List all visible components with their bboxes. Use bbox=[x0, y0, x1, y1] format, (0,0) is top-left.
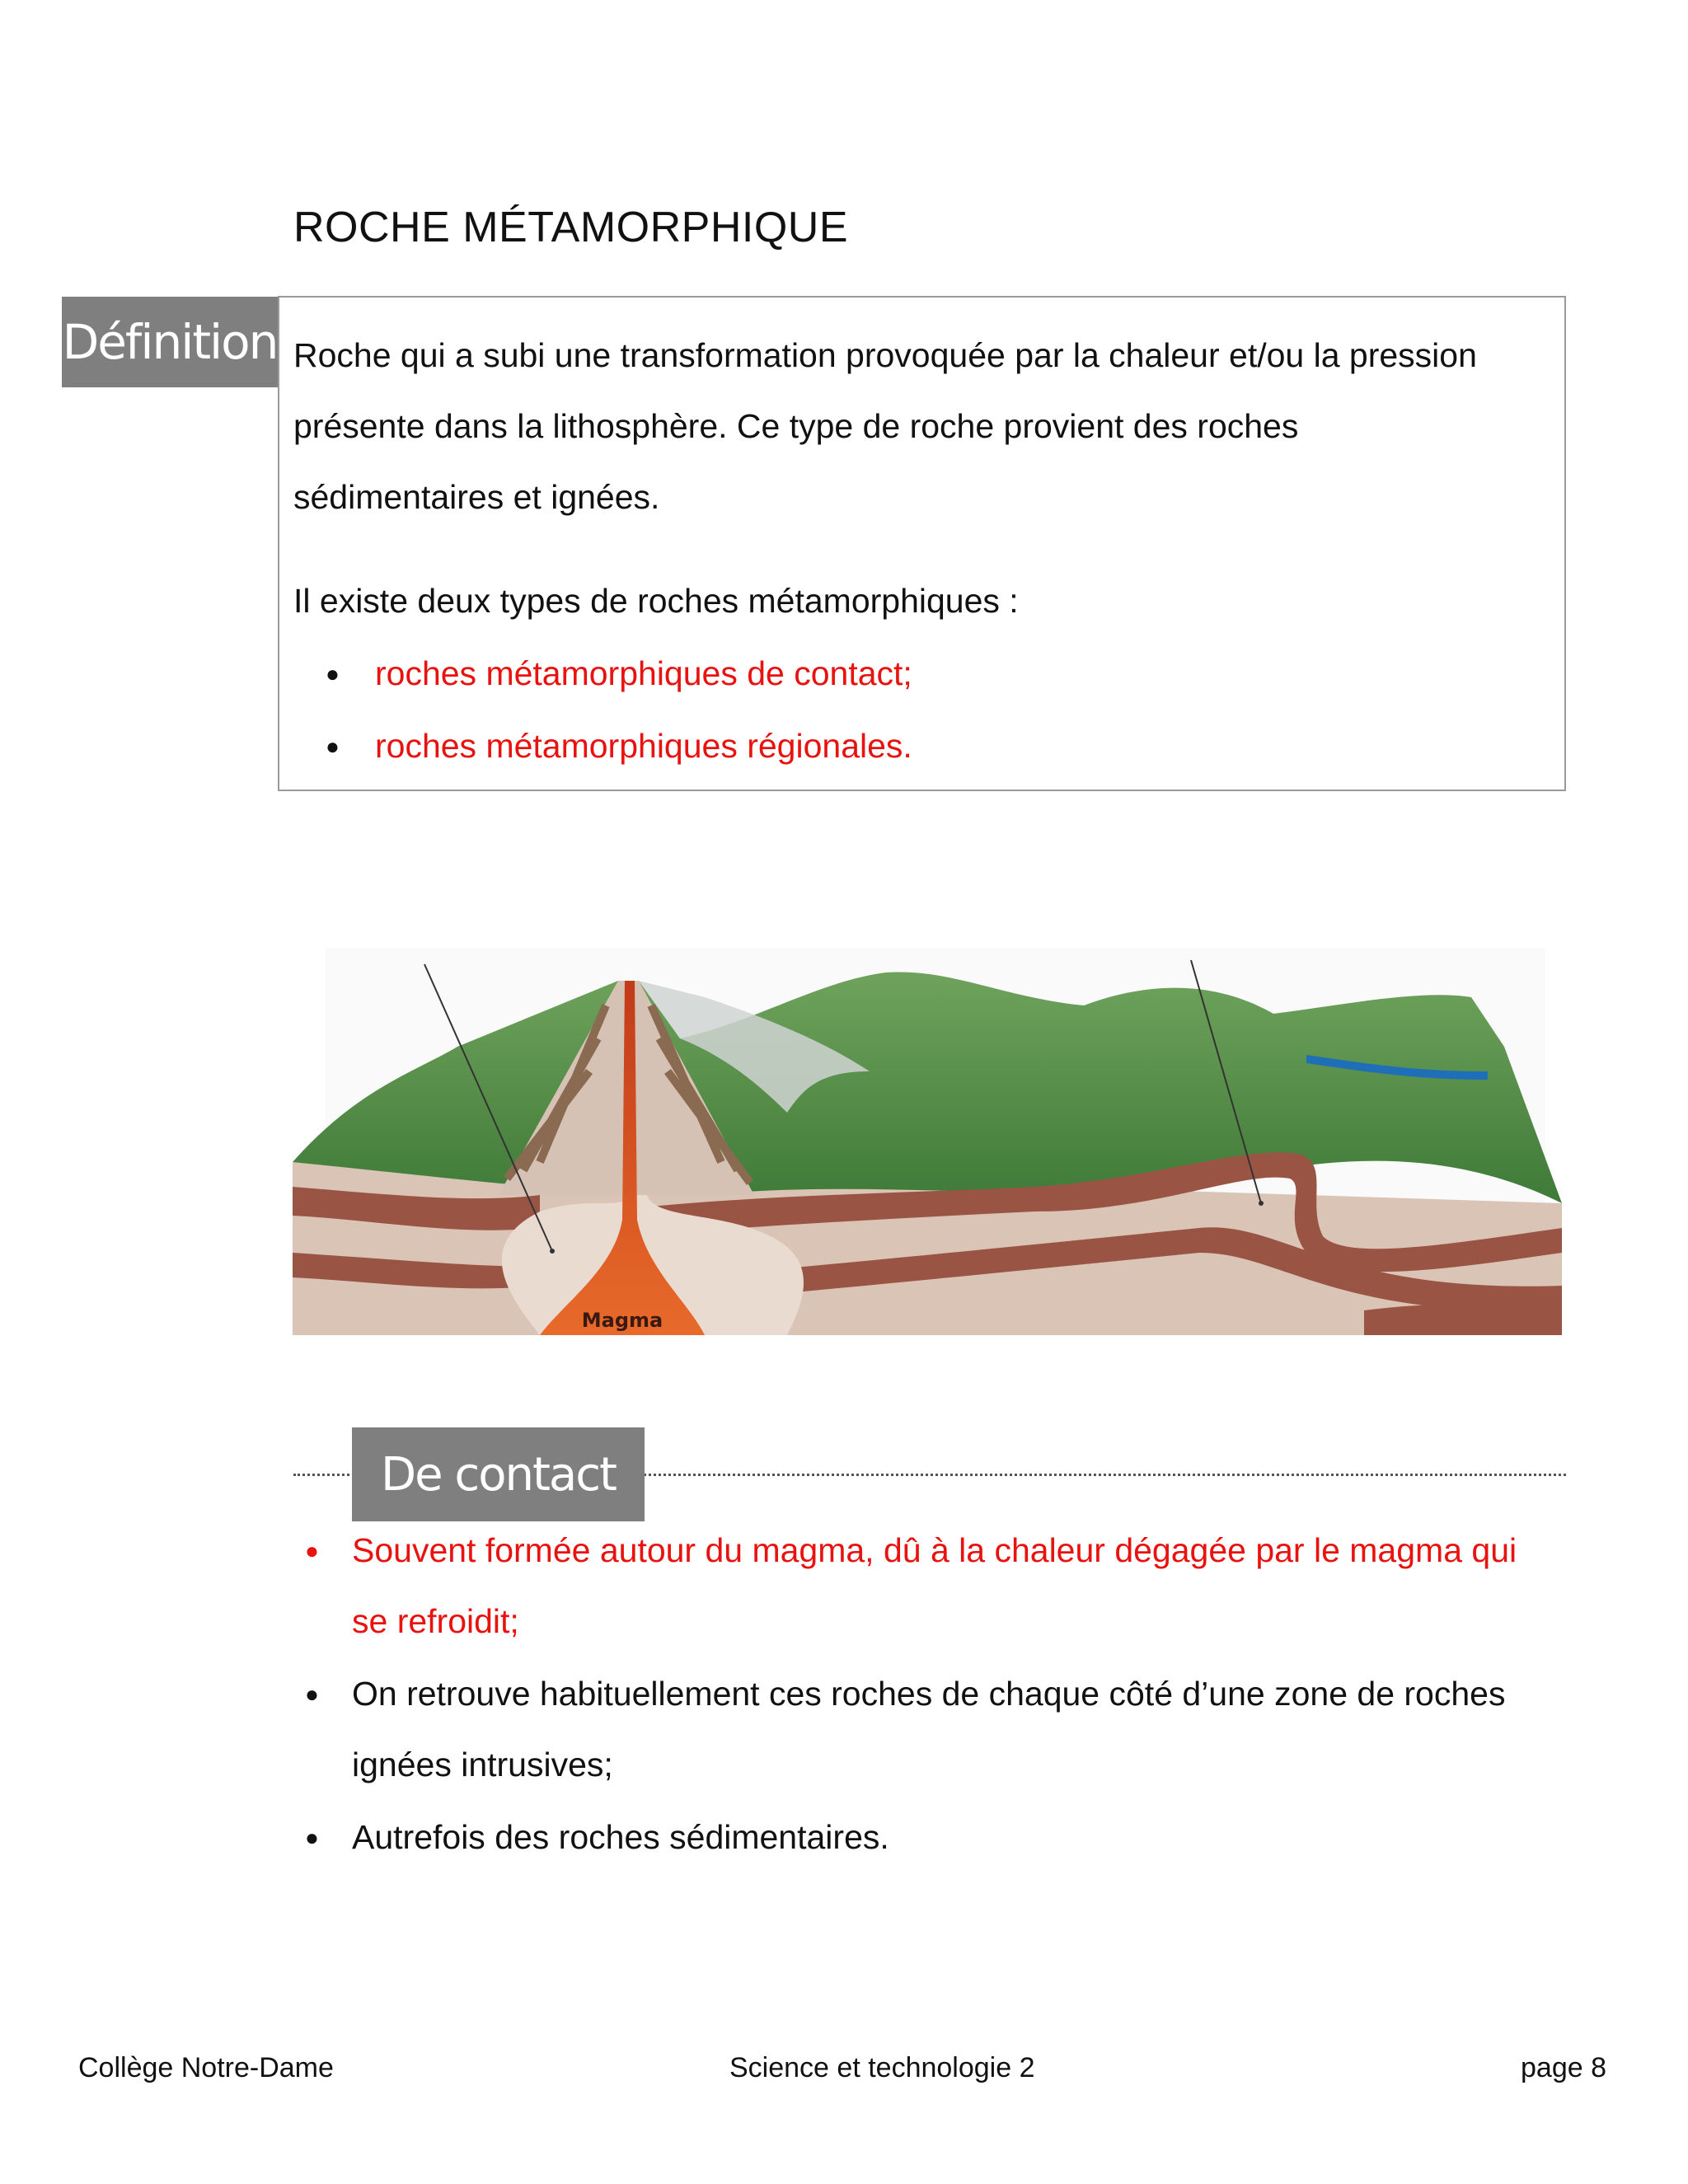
bullet-icon: ● bbox=[326, 661, 340, 687]
contact-bullet-2-line-2: ignées intrusives; bbox=[352, 1746, 613, 1783]
contact-bullet-3: Autrefois des roches sédimentaires. bbox=[352, 1818, 889, 1856]
footer-page-number: page 8 bbox=[1521, 2052, 1606, 2083]
type-contact: roches métamorphiques de contact; bbox=[375, 654, 912, 692]
contact-bullet-1-line-2: se refroidit; bbox=[352, 1602, 519, 1640]
contact-bullet-2-line-1: On retrouve habituellement ces roches de chaque côté d’une zone de roches bbox=[352, 1675, 1506, 1713]
definition-line-1: Roche qui a subi une transformation provoquée par la chaleur et/ou la pression bbox=[293, 336, 1477, 374]
definition-intro: Il existe deux types de roches métamorphiques : bbox=[293, 582, 1019, 620]
bullet-icon: ● bbox=[305, 1681, 319, 1707]
definition-line-3: sédimentaires et ignées. bbox=[293, 478, 660, 516]
contact-section-tab: De contact bbox=[352, 1427, 645, 1521]
contact-bullet-1-line-1: Souvent formée autour du magma, dû à la chaleur dégagée par le magma qui bbox=[352, 1531, 1517, 1569]
definition-line-2: présente dans la lithosphère. Ce type de roche provient des roches bbox=[293, 407, 1299, 445]
footer-course: Science et technologie 2 bbox=[729, 2052, 1035, 2083]
bullet-icon: ● bbox=[305, 1825, 319, 1850]
definition-tab: Définition bbox=[62, 297, 278, 387]
bullet-icon: ● bbox=[326, 733, 340, 759]
footer-school: Collège Notre-Dame bbox=[78, 2052, 334, 2083]
bullet-icon: ● bbox=[305, 1538, 319, 1563]
type-regional: roches métamorphiques régionales. bbox=[375, 727, 912, 765]
magma-label: Magma bbox=[581, 1309, 663, 1332]
page-title: ROCHE MÉTAMORPHIQUE bbox=[293, 204, 849, 251]
rock-cross-section-illustration bbox=[293, 948, 1562, 1335]
